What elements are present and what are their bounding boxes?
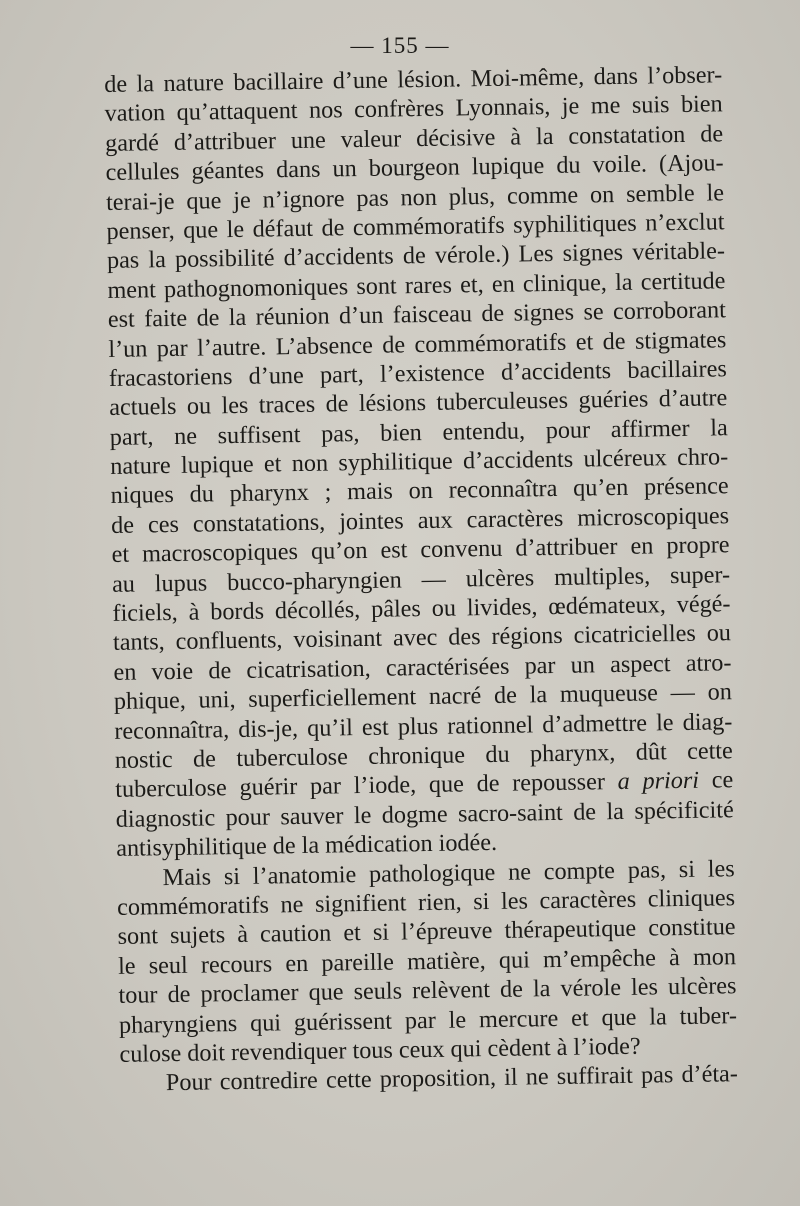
text-line: est faite de la réunion d’un faisceau de signes se corroborant — [107, 296, 727, 334]
text-line: reconnaîtra, dis-je, qu’il est plus rationnel d’admettre le diag- — [114, 707, 733, 745]
text-line: de la nature bacillaire d’une lésion. Moi-même, dans l’obser- — [104, 61, 723, 98]
text-line: et macroscopiques qu’on est convenu d’attribuer en propre — [111, 531, 730, 569]
text-line: actuels ou les traces de lésions tuberculeuses guéries d’autre — [109, 384, 728, 422]
text-line: l’un par l’autre. L’absence de commémoratifs et de stigmates — [108, 325, 727, 363]
text-line: vation qu’attaquent nos confrères Lyonnais, je me suis bien — [104, 90, 723, 128]
text-line: penser, que le défaut de commémoratifs syphilitiques n’exclut — [106, 208, 725, 245]
text-line: sont sujets à caution et si l’épreuve thérapeutique constitue — [117, 913, 736, 951]
text-line: gardé d’attribuer une valeur décisive à la constatation de — [104, 120, 724, 157]
text-line: commémoratifs ne signifient rien, si les caractères cliniques — [116, 884, 736, 921]
text-line: cellules géantes dans un bourgeon lupique du voile. (Ajou- — [105, 149, 724, 187]
text-line: nostic de tuberculose chronique du pharynx, dût cette — [114, 737, 733, 774]
text-segment: tuberculose guérir par l’iode, que de repousser — [115, 768, 618, 804]
text-line: pharyngiens qui guérissent par le mercure et que la tuber- — [118, 1001, 738, 1039]
text-line: tour de proclamer que seuls relèvent de la vérole les ulcères — [118, 972, 737, 1009]
text-line: au lupus bucco-pharyngien — ulcères multiples, super- — [111, 560, 731, 598]
text-line: culose doit revendiquer tous ceux qui cèdent à l’iode? — [119, 1032, 641, 1068]
text-line: ment pathognomoniques sont rares et, en clinique, la certitude — [107, 267, 726, 304]
text-line: nature lupique et non syphilitique d’accidents ulcéreux chro- — [110, 443, 729, 481]
body-text — [104, 60, 738, 1098]
text-segment: ce — [698, 766, 734, 795]
text-line: terai-je que je n’ignore pas non plus, comme on semble le — [105, 178, 725, 216]
text-line: en voie de cicatrisation, caractérisées par un aspect atro- — [113, 649, 732, 686]
text-line: phique, uni, superficiellement nacré de la muqueuse — on — [113, 678, 733, 716]
italic-phrase: a priori — [617, 767, 700, 796]
text-line: tants, confluents, voisinant avec des régions cicatricielles ou — [112, 619, 732, 657]
text-line: pas la possibilité d’accidents de vérole.) Les signes véritable- — [106, 237, 726, 275]
text-line: fracastoriens d’une part, l’existence d’accidents bacillaires — [108, 355, 727, 392]
text-line: Pour contredire cette proposition, il ne suffirait pas d’éta- — [165, 1060, 739, 1097]
text-line: antisyphilitique de la médication iodée. — [116, 829, 498, 863]
text-line: diagnostic pour sauver le dogme sacro-saint de la spécificité — [115, 795, 734, 833]
text-line: part, ne suffisent pas, bien entendu, pour affirmer la — [109, 413, 728, 451]
text-line: niques du pharynx ; mais on reconnaîtra qu’en présence — [110, 472, 729, 510]
text-line: le seul recours en pareille matière, qui m’empêche à mon — [117, 942, 737, 980]
text-line: ficiels, à bords décollés, pâles ou livides, œdémateux, végé- — [112, 590, 731, 627]
page-number: — 155 — — [350, 33, 450, 58]
text-line: Mais si l’anatomie pathologique ne compte pas, si les — [162, 854, 735, 891]
text-line: de ces constatations, jointes aux caractères microscopiques — [110, 502, 730, 539]
